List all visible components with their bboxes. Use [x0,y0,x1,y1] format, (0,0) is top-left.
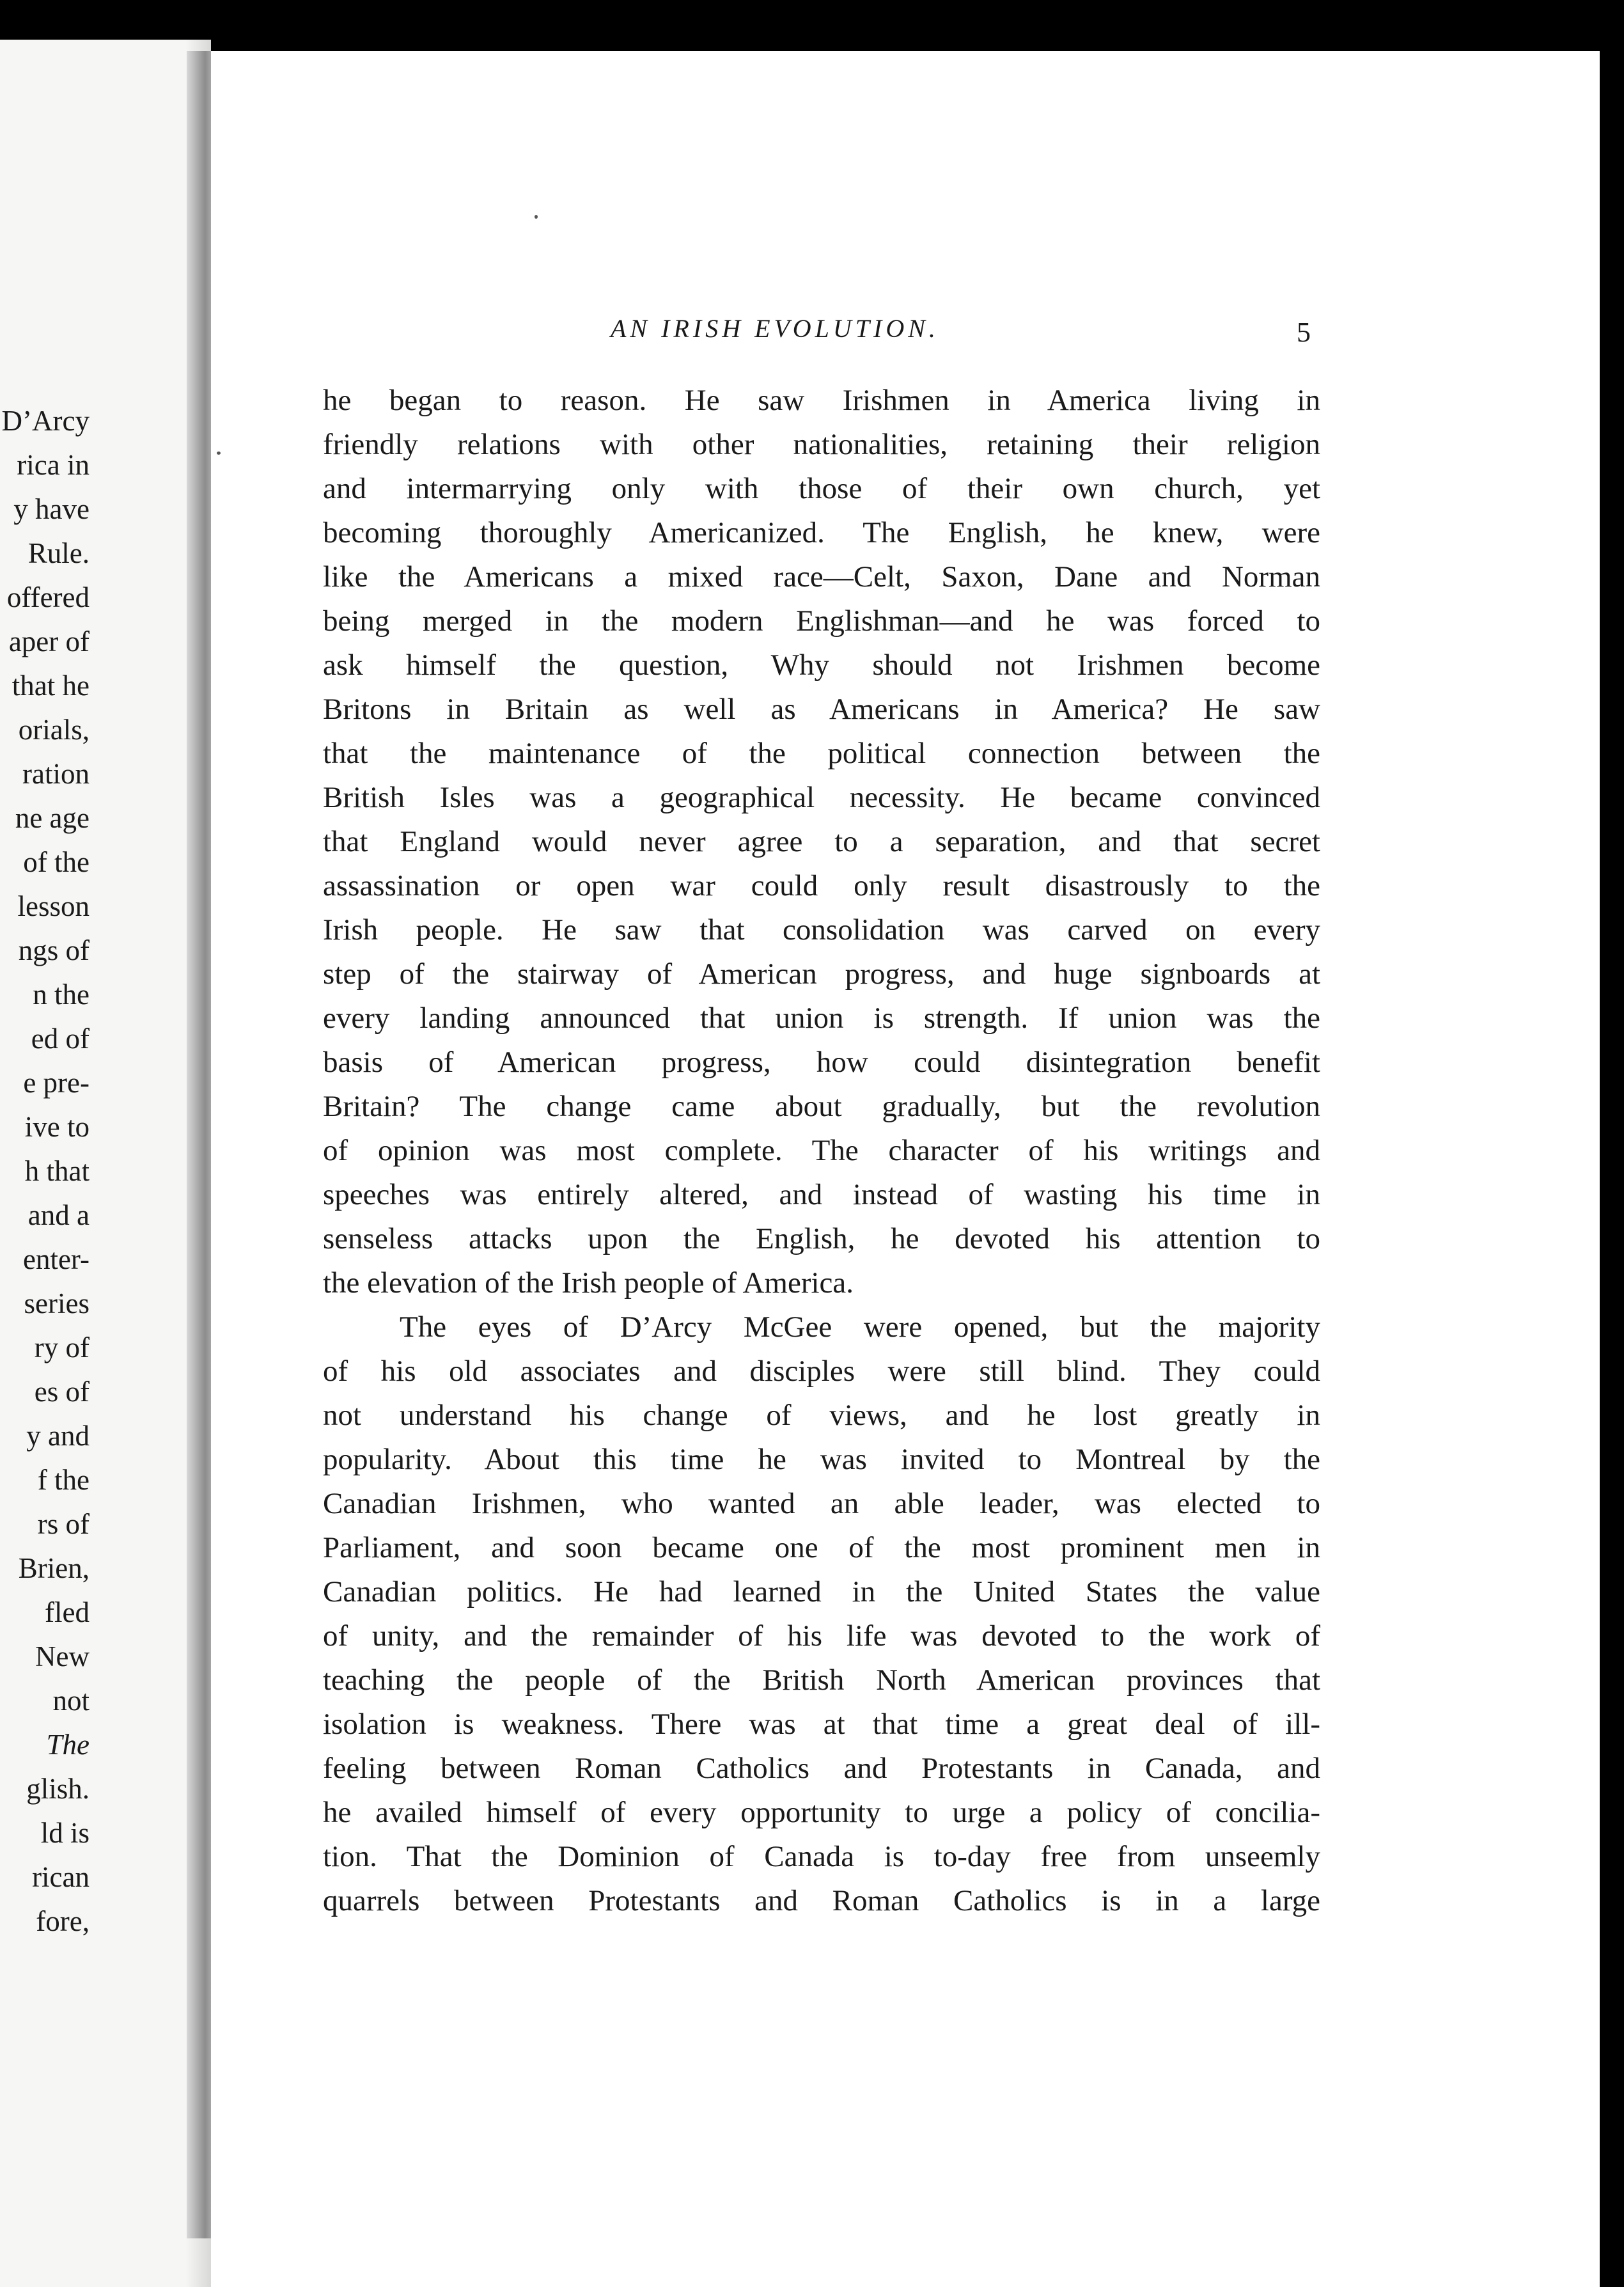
facing-page-line: rs of [37,1508,90,1540]
facing-page-line: lesson [17,890,90,922]
text-line: basis of American progress, how could disintegration benefit [323,1046,1320,1079]
facing-page-line: f the [37,1464,90,1496]
facing-page-line: glish. [26,1773,90,1805]
facing-page-line: of the [23,846,90,878]
text-line: isolation is weakness. There was at that time a great deal of ill- [323,1708,1320,1741]
facing-page-line: ngs of [18,934,90,966]
text-line: tion. That the Dominion of Canada is to-day free from unseemly [323,1840,1320,1873]
facing-page-fragment [0,40,211,2287]
facing-page-line: ne age [15,802,90,834]
text-line: speeches was entirely altered, and instead of wasting his time in [323,1178,1320,1211]
facing-page-line: rican [32,1861,90,1893]
text-line: of his old associates and disciples were still blind. They could [323,1355,1320,1388]
text-line: Canadian politics. He had learned in the United States the value [323,1575,1320,1608]
text-line: becoming thoroughly Americanized. The English, he knew, were [323,516,1320,549]
facing-page-line: aper of [8,625,90,657]
facing-page-line: The [46,1729,90,1761]
text-line: The eyes of D’Arcy McGee were opened, but the majority [400,1310,1320,1344]
text-line: not understand his change of views, and he lost greatly in [323,1399,1320,1432]
page-number: 5 [1297,317,1311,348]
text-line: step of the stairway of American progress, and huge signboards at [323,957,1320,991]
text-line: he availed himself of every opportunity to urge a policy of concilia- [323,1796,1320,1829]
facing-page-line: ry of [34,1332,90,1364]
facing-page-line: ration [22,758,90,790]
scan-speck [535,215,538,219]
text-line: ask himself the question, Why should not Irishmen become [323,648,1320,682]
text-line: Britons in Britain as well as Americans in America? He saw [323,693,1320,726]
text-line: that England would never agree to a separation, and that secret [323,825,1320,858]
facing-page-line: h that [24,1155,90,1187]
text-line: feeling between Roman Catholics and Protestants in Canada, and [323,1752,1320,1785]
facing-page-line: y have [13,493,90,525]
text-line: Britain? The change came about gradually, but the revolution [323,1090,1320,1123]
text-line: Canadian Irishmen, who wanted an able leader, was elected to [323,1487,1320,1520]
text-line: being merged in the modern Englishman—and he was forced to [323,604,1320,638]
text-line: senseless attacks upon the English, he devoted his attention to [323,1222,1320,1255]
facing-page-line: New [35,1640,90,1672]
facing-page-line: fled [45,1596,90,1628]
running-head: AN IRISH EVOLUTION. [611,314,939,343]
text-line: he began to reason. He saw Irishmen in America living in [323,384,1320,417]
text-line: teaching the people of the British North American provinces that [323,1663,1320,1697]
facing-page-line: n the [33,978,90,1010]
text-line: Irish people. He saw that consolidation was carved on every [323,913,1320,947]
text-line: the elevation of the Irish people of America. [323,1266,854,1300]
facing-page-line: offered [6,581,90,613]
text-line: like the Americans a mixed race—Celt, Saxon, Dane and Norman [323,560,1320,593]
text-line: Parliament, and soon became one of the most prominent men in [323,1531,1320,1564]
facing-page-line: Brien, [18,1552,90,1584]
facing-page-line: e pre- [23,1067,90,1099]
facing-page-line: rica in [17,449,90,481]
text-line: and intermarrying only with those of their own church, yet [323,472,1320,505]
scan-speck [217,452,221,455]
facing-page-line: D’Arcy [1,405,90,437]
text-line: that the maintenance of the political connection between the [323,737,1320,770]
text-line: every landing announced that union is strength. If union was the [323,1002,1320,1035]
facing-page-line: series [24,1287,90,1319]
text-line: of opinion was most complete. The character of his writings and [323,1134,1320,1167]
facing-page-line: ld is [40,1817,90,1849]
text-line: assassination or open war could only result disastrously to the [323,869,1320,902]
text-line: popularity. About this time he was invited to Montreal by the [323,1443,1320,1476]
facing-page-line: ed of [31,1023,90,1055]
facing-page-line: orials, [18,714,90,746]
facing-page-line: enter- [22,1243,90,1275]
text-line: quarrels between Protestants and Roman Catholics is in a large [323,1884,1320,1917]
facing-page-line: fore, [36,1905,90,1937]
facing-page-line: that he [12,670,90,702]
facing-page-line: ive to [24,1111,90,1143]
text-line: friendly relations with other nationalities, retaining their religion [323,428,1320,461]
page-header [0,0,1624,348]
facing-page-line: and a [27,1199,90,1231]
text-line: British Isles was a geographical necessity. He became convinced [323,781,1320,814]
facing-page-line: y and [26,1420,90,1452]
facing-page-line: Rule. [27,537,90,569]
body-text [323,379,1320,1923]
facing-page-line: es of [34,1376,90,1408]
text-line: of unity, and the remainder of his life was devoted to the work of [323,1619,1320,1653]
facing-page-line: not [52,1685,90,1717]
scan-border-right [1600,51,1624,2287]
